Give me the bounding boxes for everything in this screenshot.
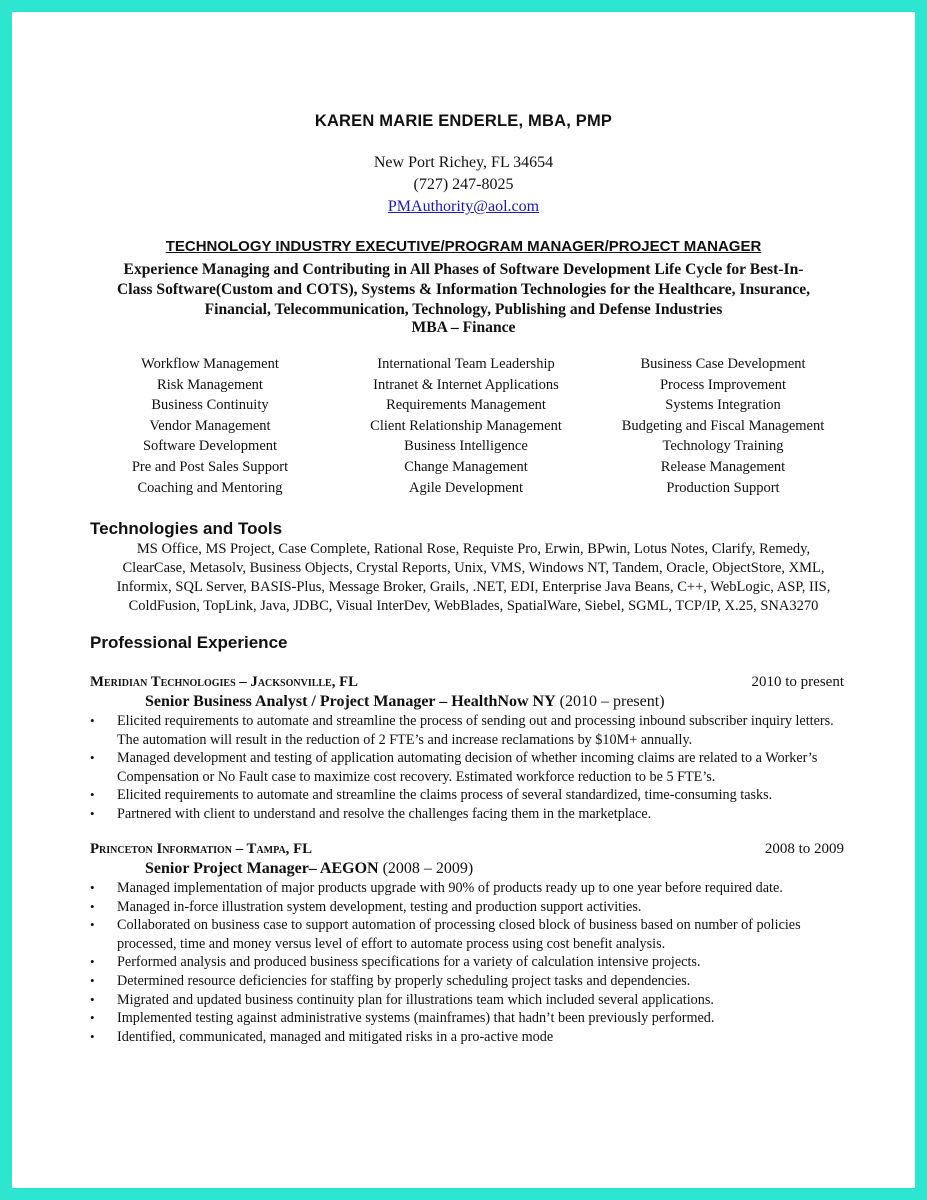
bullet-item: • Elicited requirements to automate and streamline the process of sending out and processing inbound subscriber inquiry letters. The automation will result in the reduction of 2 FTE’s and increase reclamations by $10M+ annually. bbox=[90, 712, 850, 749]
skill-item: Release Management bbox=[660, 458, 786, 475]
skill-item: Production Support bbox=[666, 479, 780, 496]
job-role-title: Senior Project Manager– AEGON bbox=[145, 860, 379, 877]
summary-line: Financial, Telecommunication, Technology, Publishing and Defense Industries bbox=[204, 301, 723, 318]
skill-item: Systems Integration bbox=[665, 397, 781, 414]
skill-item: Change Management bbox=[404, 458, 528, 475]
tech-line: MS Office, MS Project, Case Complete, Rational Rose, Requiste Pro, Erwin, BPwin, Lotus Notes, Clarify, Remedy, bbox=[136, 541, 811, 557]
job-bullets bbox=[90, 879, 850, 1046]
job-bullets bbox=[90, 712, 850, 824]
company-name: Meridian Technologies – Jacksonville, FL bbox=[90, 674, 359, 690]
skill-item: Client Relationship Management bbox=[370, 417, 562, 434]
bullet-item: • Identified, communicated, managed and mitigated risks in a pro-active mode bbox=[90, 1028, 850, 1047]
bullet-item: • Determined resource deficiencies for staffing by properly scheduling project tasks and dependencies. bbox=[90, 972, 850, 991]
skills-column-2 bbox=[331, 354, 601, 498]
bullet-item: • Performed analysis and produced business specifications for a variety of calculation intensive projects. bbox=[90, 953, 850, 972]
company-name: Princeton Information – Tampa, FL bbox=[90, 841, 312, 857]
section-title-experience: Professional Experience bbox=[90, 633, 288, 652]
summary bbox=[82, 260, 845, 320]
skill-item: Intranet & Internet Applications bbox=[373, 376, 559, 393]
degree: MBA – Finance bbox=[411, 319, 516, 336]
phone: (727) 247-8025 bbox=[413, 176, 514, 193]
job-role bbox=[145, 693, 665, 711]
bullet-item: • Elicited requirements to automate and streamline the claims process of several standardized, time-consuming tasks. bbox=[90, 786, 850, 805]
job-role-dates: (2010 – present) bbox=[555, 693, 665, 710]
skill-item: Budgeting and Fiscal Management bbox=[621, 417, 825, 434]
candidate-name: KAREN MARIE ENDERLE, MBA, PMP bbox=[314, 112, 613, 130]
job-dates: 2010 to present bbox=[751, 674, 844, 690]
tech-line: Informix, SQL Server, BASIS-Plus, Message Broker, Grails, .NET, EDI, Enterprise Java Beans, C++, WebLogic, ASP, IIS, bbox=[116, 579, 831, 595]
skills-column-3 bbox=[588, 354, 858, 498]
skill-item: Business Continuity bbox=[151, 397, 269, 414]
bullet-item: • Implemented testing against administrative systems (mainframes) that hadn’t been previously performed. bbox=[90, 1009, 850, 1028]
job-role-title: Senior Business Analyst / Project Manager – HealthNow NY bbox=[145, 693, 556, 710]
skill-item: Agile Development bbox=[409, 479, 523, 496]
section-title-technologies: Technologies and Tools bbox=[90, 519, 283, 538]
skill-item: Coaching and Mentoring bbox=[137, 479, 283, 496]
skill-item: Business Intelligence bbox=[404, 438, 528, 455]
summary-line: Class Software(Custom and COTS), Systems & Information Technologies for the Healthcare, Insurance, bbox=[116, 281, 811, 298]
tech-line: ClearCase, Metasolv, Business Objects, Crystal Reports, Unix, VMS, Windows NT, Tandem, Oracle, ObjectStore, XML, bbox=[122, 560, 825, 576]
job-role-dates: (2008 – 2009) bbox=[378, 860, 474, 877]
bullet-item: • Migrated and updated business continuity plan for illustrations team which included several applications. bbox=[90, 991, 850, 1010]
skill-item: Software Development bbox=[142, 438, 278, 455]
bullet-item: • Managed development and testing of application automating decision of whether incoming claims are related to a Worker’s Compensation or No Fault case to maximize cost recovery. Estimated workforce reduction to be 5 FTE’s. bbox=[90, 749, 850, 786]
summary-line: Experience Managing and Contributing in All Phases of Software Development Life Cycle for Best-In- bbox=[123, 261, 804, 278]
bullet-item: • Managed in-force illustration system development, testing and production support activities. bbox=[90, 898, 850, 917]
skill-item: Vendor Management bbox=[149, 417, 271, 434]
tech-line: ColdFusion, TopLink, Java, JDBC, Visual InterDev, WebBlades, SpatialWare, Siebel, SGML, TCP/IP, X.25, SNA3270 bbox=[128, 598, 819, 614]
skill-item: Business Case Development bbox=[640, 356, 806, 372]
bullet-item: • Partnered with client to understand and resolve the challenges facing them in the marketplace. bbox=[90, 805, 850, 824]
skill-item: Pre and Post Sales Support bbox=[131, 458, 289, 475]
bullet-item: • Managed implementation of major products upgrade with 90% of products ready up to one year before required date. bbox=[90, 879, 850, 898]
skills-column-1 bbox=[75, 354, 345, 498]
headline: TECHNOLOGY INDUSTRY EXECUTIVE/PROGRAM MANAGER/PROJECT MANAGER bbox=[165, 238, 762, 255]
skill-item: Requirements Management bbox=[386, 397, 546, 414]
job-dates: 2008 to 2009 bbox=[764, 841, 844, 857]
skill-item: International Team Leadership bbox=[377, 356, 555, 372]
skill-item: Technology Training bbox=[662, 438, 784, 455]
email-link[interactable]: PMAuthority@aol.com bbox=[387, 198, 540, 215]
skill-item: Workflow Management bbox=[141, 356, 279, 372]
job-role bbox=[145, 860, 473, 878]
address: New Port Richey, FL 34654 bbox=[373, 154, 554, 171]
skill-item: Process Improvement bbox=[659, 376, 787, 393]
technologies-list bbox=[92, 540, 855, 616]
bullet-item: • Collaborated on business case to support automation of processing closed block of business based on number of policies processed, time and money versus level of effort to automate process using cost benefit analysis. bbox=[90, 916, 850, 953]
resume-page bbox=[12, 12, 915, 1188]
skill-item: Risk Management bbox=[157, 376, 263, 393]
